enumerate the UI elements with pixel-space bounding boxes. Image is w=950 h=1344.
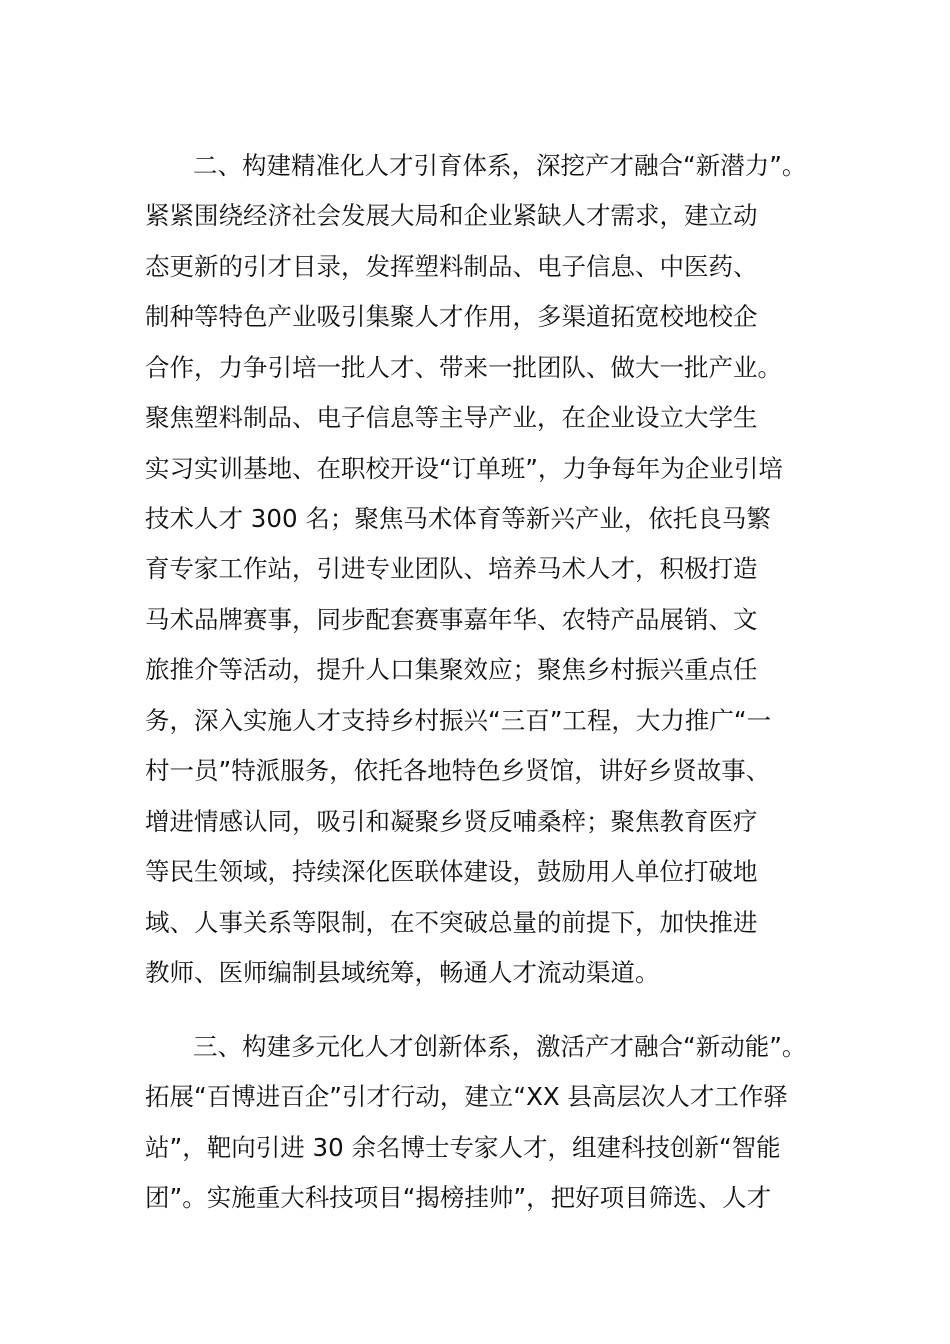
text-line: 等民生领域，持续深化医联体建设，鼓励用人单位打破地 [145,857,758,886]
text-line: 站”，靶向引进 30 余名博士专家人才，组建科技创新“智能 [145,1133,781,1162]
text-line: 合作，力争引培一批人才、带来一批团队、做大一批产业。 [145,353,782,382]
text-line: 拓展“百博进百企”引才行动，建立“XX 县高层次人才工作驿 [145,1082,788,1111]
text-line: 紧紧围绕经济社会发展大局和企业紧缺人才需求，建立动 [145,201,758,230]
text-line: 教师、医师编制县域统筹，畅通人才流动渠道。 [145,958,660,987]
text-line: 制种等特色产业吸引集聚人才作用，多渠道拓宽校地校企 [145,302,758,331]
text-line: 域、人事关系等限制，在不突破总量的前提下，加快推进 [145,908,758,937]
paragraph-heading-line: 二、构建精准化人才引育体系，深挖产才融合“新潜力”。 [193,151,807,180]
text-line: 团”。实施重大科技项目“揭榜挂帅”，把好项目筛选、人才 [145,1183,772,1212]
text-line: 态更新的引才目录，发挥塑料制品、电子信息、中医药、 [145,252,758,281]
text-line: 育专家工作站，引进专业团队、培养马术人才，积极打造 [145,554,758,583]
text-line: 实习实训基地、在职校开设“订单班”，力争每年为企业引培 [145,454,783,483]
text-line: 聚焦塑料制品、电子信息等主导产业，在企业设立大学生 [145,403,758,432]
text-line: 马术品牌赛事，同步配套赛事嘉年华、农特产品展销、文 [145,605,758,634]
text-line: 村一员”特派服务，依托各地特色乡贤馆，讲好乡贤故事、 [145,756,771,785]
paragraph-heading-line: 三、构建多元化人才创新体系，激活产才融合“新动能”。 [193,1032,807,1061]
text-line: 旅推介等活动，提升人口集聚效应；聚焦乡村振兴重点任 [145,655,758,684]
text-line: 增进情感认同，吸引和凝聚乡贤反哺桑梓；聚焦教育医疗 [145,807,758,836]
text-line: 务，深入实施人才支持乡村振兴“三百”工程，大力推广“一 [145,706,772,735]
text-line: 技术人才 300 名；聚焦马术体育等新兴产业，依托良马繁 [145,504,771,533]
